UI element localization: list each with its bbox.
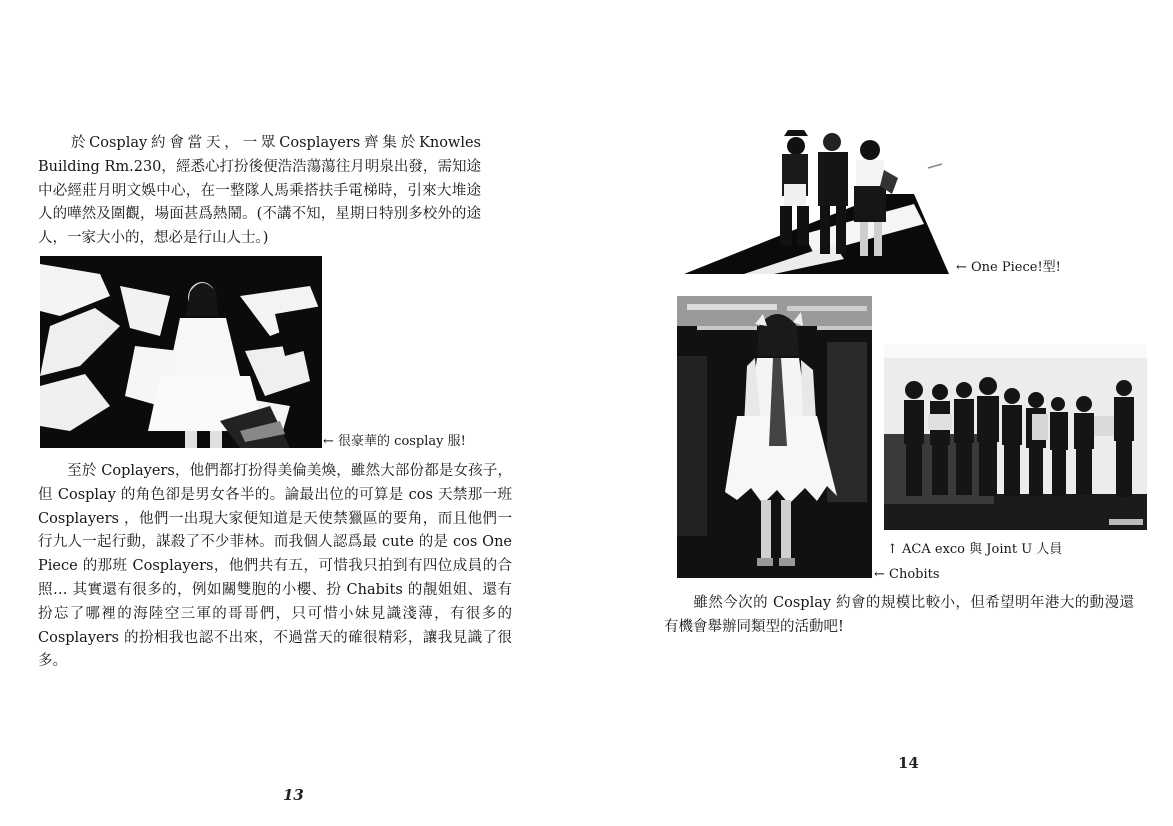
costume-photo (40, 256, 322, 448)
aca-exco-photo (884, 344, 1147, 530)
left-paragraph-2: 至於 Coplayers，他們都打扮得美倫美煥，雖然大部份都是女孩子，但 Cosplay 的角色卻是男女各半的。論最出位的可算是 cos 天禁那一班 Cosplayers ，他們一出現大家便知道是天使禁獵區的要角，而且他們一行九人一起行動，謀殺了不少菲林。而我個人認爲最 cute 的是 cos One Piece 的那班 Cosplayers，他們共有五，可惜我只拍到有四位成員的合照… 其實還有很多的，例如關雙胞的小櫻、扮 Chabits 的靚姐姐、還有扮忘了哪裡的海陸空三軍的哥哥們，只可惜小妹見識淺薄，有很多的 Cosplayers 的扮相我也認不出來，不過當天的確很精彩，讓我見識了很多。 (38, 463, 512, 670)
costume-photo-caption: ← 很豪華的 cosplay 服! (323, 434, 466, 449)
left-paragraph-1: 於Cosplay約會當天，一眾Cosplayers齊集於Knowles Building Rm.230，經悉心打扮後便浩浩蕩蕩往月明泉出發，需知途中必經莊月明文娛中心，在一整隊人馬乘搭扶手電梯時，引來大堆途人的嘩然及圍觀，場面甚爲熱鬧。(不講不知，星期日特別多校外的途人，一家大小的，想必是行山人士。) (38, 135, 481, 247)
one-piece-caption: ← One Piece!型! (956, 260, 1061, 275)
chobits-photo (677, 296, 872, 578)
right-paragraph: 雖然今次的 Cosplay 約會的規模比較小，但希望明年港大的動漫還有機會舉辦同類型的活動吧! (664, 595, 1134, 635)
page-number-14: 14 (898, 754, 919, 772)
one-piece-photo (684, 124, 954, 274)
chobits-caption: ← Chobits (874, 567, 940, 582)
aca-exco-caption: ↑ ACA exco 與 Joint U 人員 (887, 542, 1063, 557)
page-number-13: 13 (283, 786, 304, 804)
